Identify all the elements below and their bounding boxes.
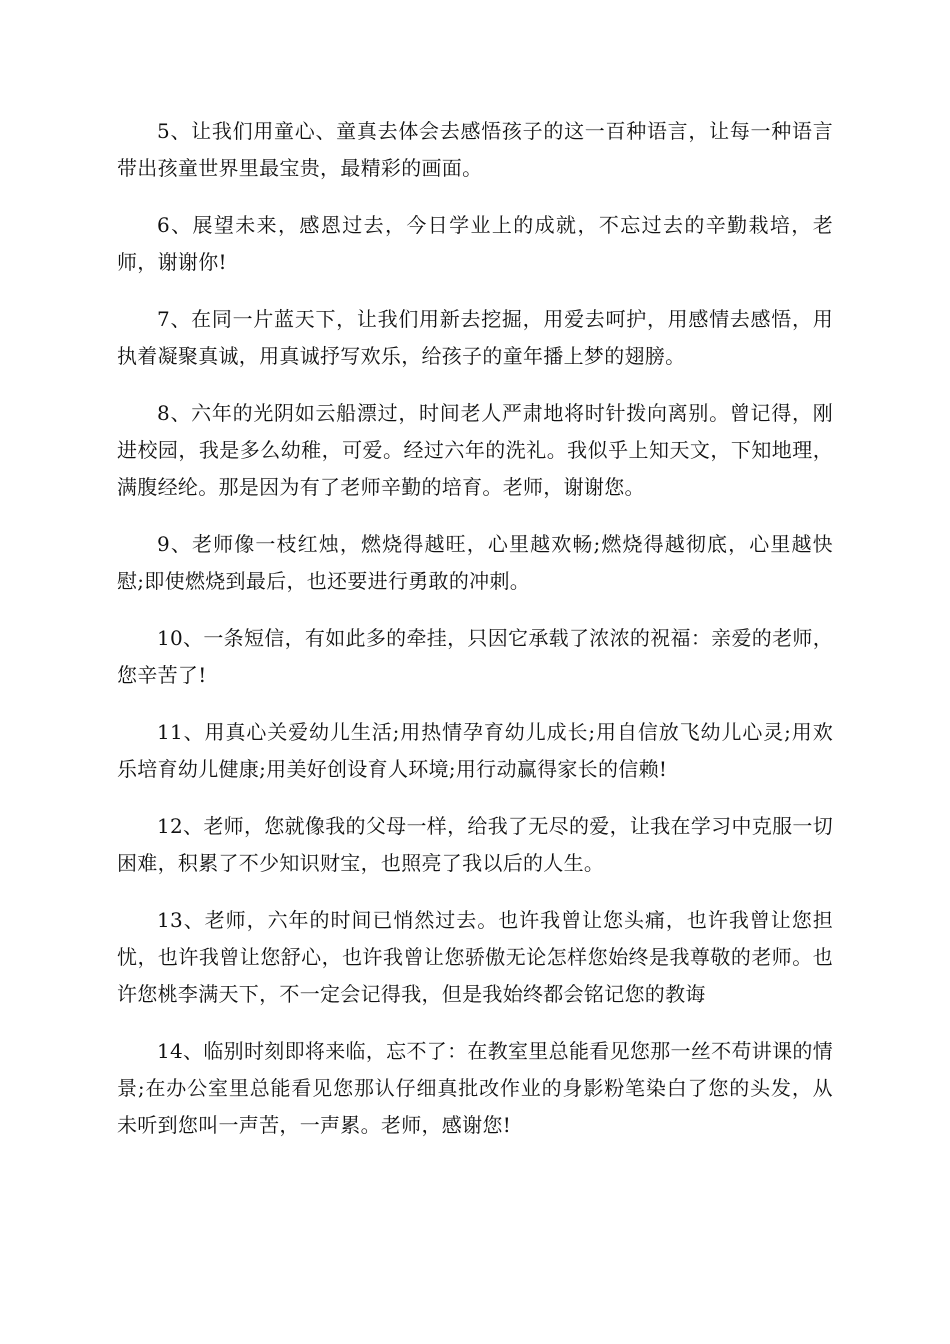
paragraph-6: 6、展望未来，感恩过去，今日学业上的成就，不忘过去的辛勤栽培，老师，谢谢你!: [117, 213, 833, 274]
paragraph-5: 5、让我们用童心、童真去体会去感悟孩子的这一百种语言，让每一种语言带出孩童世界里最宝贵，最精彩的画面。: [117, 119, 833, 180]
paragraph-13: 13、老师，六年的时间已悄然过去。也许我曾让您头痛，也许我曾让您担忧，也许我曾让您舒心，也许我曾让您骄傲无论怎样您始终是我尊敬的老师。也许您桃李满天下，不一定会记得我，但是我始终都会铭记您的教诲: [117, 908, 833, 1006]
paragraph-14: 14、临别时刻即将来临，忘不了：在教室里总能看见您那一丝不苟讲课的情景;在办公室里总能看见您那认仔细真批改作业的身影粉笔染白了您的头发，从未听到您叫一声苦，一声累。老师，感谢您!: [117, 1039, 833, 1137]
paragraph-12: 12、老师，您就像我的父母一样，给我了无尽的爱，让我在学习中克服一切困难，积累了不少知识财宝，也照亮了我以后的人生。: [117, 814, 833, 875]
paragraph-7: 7、在同一片蓝天下，让我们用新去挖掘，用爱去呵护，用感情去感悟，用执着凝聚真诚，用真诚抒写欢乐，给孩子的童年播上梦的翅膀。: [117, 307, 833, 368]
paragraph-8: 8、六年的光阴如云船漂过，时间老人严肃地将时针拨向离别。曾记得，刚进校园，我是多么幼稚，可爱。经过六年的洗礼。我似乎上知天文，下知地理，满腹经纶。那是因为有了老师辛勤的培育。老师，谢谢您。: [117, 401, 833, 499]
paragraph-10: 10、一条短信，有如此多的牵挂，只因它承载了浓浓的祝福：亲爱的老师，您辛苦了!: [117, 626, 833, 687]
paragraph-11: 11、用真心关爱幼儿生活;用热情孕育幼儿成长;用自信放飞幼儿心灵;用欢乐培育幼儿健康;用美好创设育人环境;用行动赢得家长的信赖!: [117, 720, 833, 781]
document-body: [117, 113, 833, 1164]
paragraph-9: 9、老师像一枝红烛，燃烧得越旺，心里越欢畅;燃烧得越彻底，心里越快慰;即使燃烧到最后，也还要进行勇敢的冲刺。: [117, 532, 833, 593]
